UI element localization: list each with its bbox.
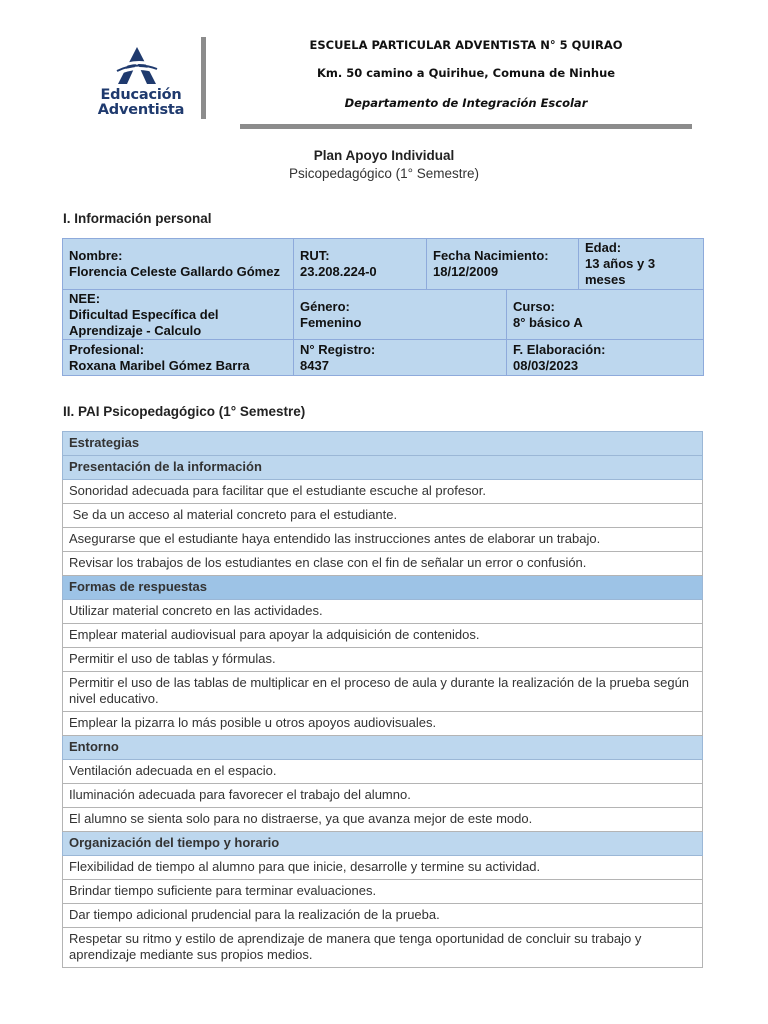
registro-label: N° Registro: bbox=[300, 341, 376, 357]
nee-label: NEE: bbox=[69, 290, 101, 306]
strategy-item: Ventilación adecuada en el espacio. bbox=[63, 760, 703, 784]
registro-value: 8437 bbox=[300, 357, 329, 373]
profesional-value: Roxana Maribel Gómez Barra bbox=[69, 357, 250, 373]
strategy-row bbox=[63, 712, 703, 736]
group-title-organizacion-tiempo: Organización del tiempo y horario bbox=[63, 832, 703, 856]
cell-nombre bbox=[63, 239, 294, 290]
strategy-row bbox=[63, 808, 703, 832]
group-header-row bbox=[63, 832, 703, 856]
strategy-row bbox=[63, 760, 703, 784]
adventist-logo-icon bbox=[114, 46, 160, 86]
strategy-row bbox=[63, 504, 703, 528]
strategy-item: Emplear la pizarra lo más posible u otros apoyos audiovisuales. bbox=[63, 712, 703, 736]
rut-value: 23.208.224-0 bbox=[300, 264, 377, 279]
elaboracion-value: 08/03/2023 bbox=[513, 357, 579, 373]
strategy-item: Iluminación adecuada para favorecer el trabajo del alumno. bbox=[63, 784, 703, 808]
strategy-item: Emplear material audiovisual para apoyar la adquisición de contenidos. bbox=[63, 624, 703, 648]
strategy-row bbox=[63, 528, 703, 552]
group-title-formas-respuestas: Formas de respuestas bbox=[63, 576, 703, 600]
strategies-header-row bbox=[63, 432, 703, 456]
strategy-row bbox=[63, 648, 703, 672]
rut-label: RUT: bbox=[300, 248, 330, 263]
strategy-row bbox=[63, 856, 703, 880]
elaboracion-label: F. Elaboración: bbox=[513, 341, 606, 357]
genero-label: Género: bbox=[300, 298, 350, 314]
personal-info-table bbox=[62, 238, 704, 376]
cell-rut bbox=[294, 239, 427, 290]
group-title-presentacion: Presentación de la información bbox=[63, 456, 703, 480]
strategy-row bbox=[63, 880, 703, 904]
profesional-label: Profesional: bbox=[69, 341, 145, 357]
nombre-label: Nombre: bbox=[69, 248, 123, 263]
strategy-item: Se da un acceso al material concreto para el estudiante. bbox=[63, 504, 703, 528]
group-header-row bbox=[63, 456, 703, 480]
strategy-item: El alumno se sienta solo para no distraerse, ya que avanza mejor de este modo. bbox=[63, 808, 703, 832]
genero-value: Femenino bbox=[300, 314, 362, 330]
cell-curso bbox=[507, 290, 704, 340]
nombre-value: Florencia Celeste Gallardo Gómez bbox=[69, 264, 280, 279]
cell-registro bbox=[294, 340, 507, 376]
header-vertical-divider bbox=[201, 37, 206, 119]
logo-text bbox=[80, 88, 202, 118]
strategy-item: Flexibilidad de tiempo al alumno para que inicie, desarrolle y termine su actividad. bbox=[63, 856, 703, 880]
cell-fecha-nacimiento bbox=[427, 239, 579, 290]
fecha-value: 18/12/2009 bbox=[433, 264, 499, 279]
section-heading-pai: II. PAI Psicopedagógico (1° Semestre) bbox=[63, 404, 306, 419]
group-header-row bbox=[63, 736, 703, 760]
header-horizontal-divider bbox=[240, 124, 692, 129]
cell-genero bbox=[294, 290, 507, 340]
info-row-2 bbox=[63, 290, 704, 340]
strategy-item: Dar tiempo adicional prudencial para la realización de la prueba. bbox=[63, 904, 703, 928]
strategy-row bbox=[63, 904, 703, 928]
cell-elaboracion bbox=[507, 340, 704, 376]
strategy-item: Utilizar material concreto en las actividades. bbox=[63, 600, 703, 624]
strategy-row bbox=[63, 600, 703, 624]
strategy-item: Sonoridad adecuada para facilitar que el estudiante escuche al profesor. bbox=[63, 480, 703, 504]
logo-line-1: Educación bbox=[100, 87, 182, 103]
strategy-item: Permitir el uso de tablas y fórmulas. bbox=[63, 648, 703, 672]
strategy-row bbox=[63, 672, 703, 712]
strategies-header: Estrategias bbox=[63, 432, 703, 456]
strategy-item: Brindar tiempo suficiente para terminar evaluaciones. bbox=[63, 880, 703, 904]
cell-profesional bbox=[63, 340, 294, 376]
strategy-row bbox=[63, 624, 703, 648]
school-address: Km. 50 camino a Quirihue, Comuna de Ninhue bbox=[316, 66, 616, 80]
info-row-3 bbox=[63, 340, 704, 376]
cell-nee bbox=[63, 290, 294, 340]
strategy-row bbox=[63, 480, 703, 504]
nee-value: Dificultad Específica del Aprendizaje - Calculo bbox=[69, 306, 219, 338]
document-title: Plan Apoyo Individual bbox=[313, 148, 455, 163]
cell-edad bbox=[579, 239, 704, 290]
strategies-table bbox=[62, 431, 703, 968]
document-subtitle: Psicopedagógico (1° Semestre) bbox=[289, 166, 479, 181]
curso-label: Curso: bbox=[513, 298, 555, 314]
strategy-item: Respetar su ritmo y estilo de aprendizaje de manera que tenga oportunidad de concluir su trabajo y aprendizaje mediante sus propios medios. bbox=[63, 928, 703, 968]
fecha-label: Fecha Nacimiento: bbox=[433, 248, 549, 263]
info-row-1 bbox=[63, 239, 704, 290]
strategy-row bbox=[63, 784, 703, 808]
group-title-entorno: Entorno bbox=[63, 736, 703, 760]
strategy-item: Revisar los trabajos de los estudiantes en clase con el fin de señalar un error o confusión. bbox=[63, 552, 703, 576]
section-heading-personal-info: I. Información personal bbox=[63, 211, 212, 226]
edad-value: 13 años y 3 meses bbox=[585, 256, 656, 287]
group-header-row bbox=[63, 576, 703, 600]
strategy-item: Asegurarse que el estudiante haya entendido las instrucciones antes de elaborar un trabajo. bbox=[63, 528, 703, 552]
strategy-row bbox=[63, 928, 703, 968]
school-logo bbox=[80, 46, 202, 126]
edad-label: Edad: bbox=[585, 240, 622, 255]
strategy-row bbox=[63, 552, 703, 576]
curso-value: 8° básico A bbox=[513, 314, 583, 330]
logo-line-2: Adventista bbox=[97, 102, 185, 118]
school-name: ESCUELA PARTICULAR ADVENTISTA N° 5 QUIRAO bbox=[309, 38, 623, 52]
department-name: Departamento de Integración Escolar bbox=[344, 96, 588, 110]
strategy-item: Permitir el uso de las tablas de multiplicar en el proceso de aula y durante la realización de la prueba según nivel educativo. bbox=[63, 672, 703, 712]
